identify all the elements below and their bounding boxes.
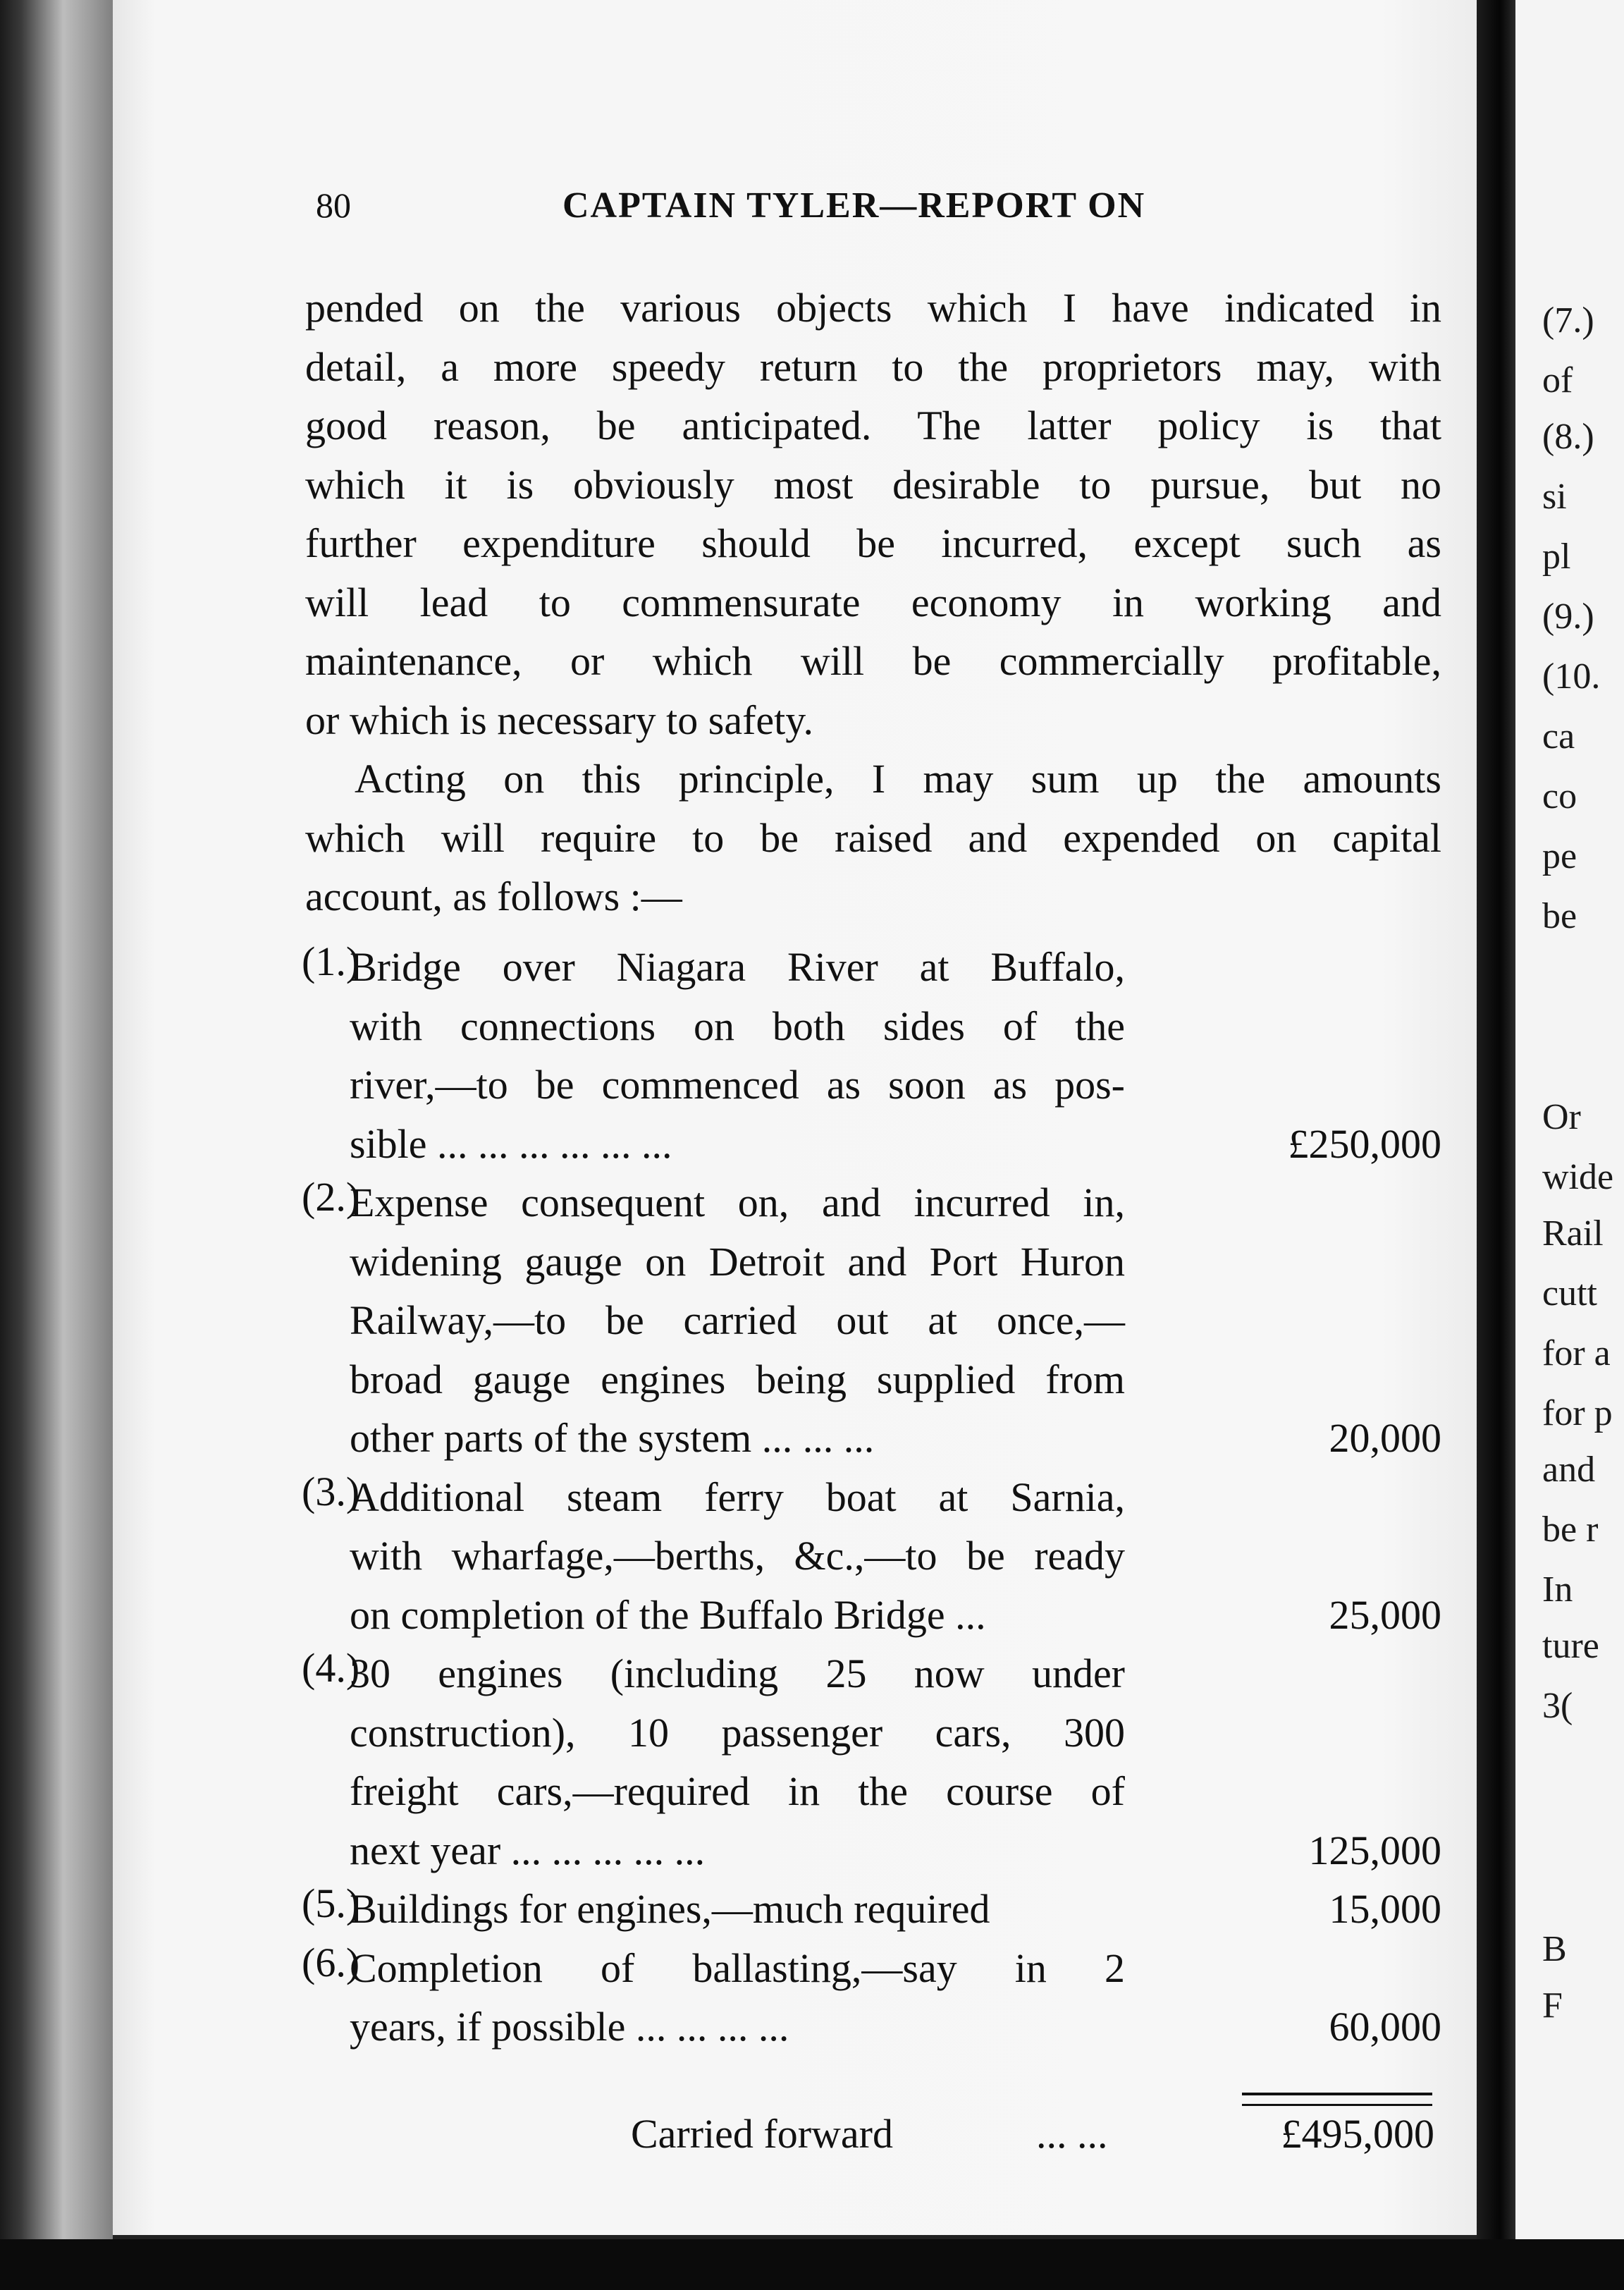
paragraph	[305, 278, 1441, 749]
list-item	[302, 938, 1441, 1173]
facing-page-fragment: (8.)	[1542, 417, 1594, 457]
paragraph	[305, 749, 1441, 926]
item-amount: 15,000	[1329, 1886, 1441, 1932]
total-row	[620, 2105, 1434, 2164]
text-line: river,—to be commenced as soon as pos-	[350, 1062, 1125, 1108]
text-line: Expense consequent on, and incurred in,	[350, 1180, 1125, 1225]
item-number: (6.)	[302, 1939, 360, 1985]
text-line: years, if possible ... ... ... ...	[350, 2004, 789, 2050]
list-item	[302, 1880, 1441, 1939]
text-line: freight cars,—required in the course of	[350, 1768, 1125, 1814]
text-line: next year ... ... ... ... ...	[350, 1827, 706, 1873]
text-line: Buildings for engines,—much required	[350, 1886, 990, 1932]
list-item	[302, 1644, 1441, 1880]
facing-page-fragment: cutt	[1542, 1273, 1597, 1314]
facing-page-edge	[1515, 0, 1624, 2242]
facing-page-fragment: for p	[1542, 1393, 1613, 1433]
item-description	[350, 938, 1125, 1173]
text-line: or which is necessary to safety.	[305, 697, 814, 743]
facing-page-fragment: ca	[1542, 716, 1575, 757]
running-title: CAPTAIN TYLER—REPORT ON	[562, 185, 1146, 226]
facing-page-fragment: pe	[1542, 836, 1577, 876]
text-line: good reason, be anticipated. The latter policy is that	[305, 403, 1441, 448]
facing-page-fragment: Rail	[1542, 1213, 1604, 1254]
facing-page-fragment: for a	[1542, 1333, 1611, 1373]
total-label: Carried forward	[631, 2111, 893, 2157]
facing-page-fragment: (7.)	[1542, 300, 1594, 341]
item-amount: 25,000	[1329, 1591, 1441, 1638]
item-amount: 60,000	[1329, 2004, 1441, 2050]
facing-page-fragment: be r	[1542, 1510, 1599, 1550]
text-line: Railway,—to be carried out at once,—	[350, 1297, 1125, 1343]
text-line: which it is obviously most desirable to pursue, but no	[305, 461, 1441, 508]
facing-page-fragment: ture	[1542, 1626, 1599, 1666]
facing-page-fragment: 3(	[1542, 1686, 1573, 1726]
text-line: Completion of ballasting,—say in 2	[350, 1945, 1125, 1991]
item-description	[350, 1644, 1125, 1880]
text-line: which will require to be raised and expended on capital	[305, 814, 1441, 861]
item-number: (1.)	[302, 938, 360, 984]
item-description	[350, 1939, 1125, 2057]
item-number: (5.)	[302, 1880, 360, 1926]
facing-page-fragment: of	[1542, 360, 1573, 400]
facing-page-fragment: pl	[1542, 537, 1571, 577]
item-description	[350, 1880, 1125, 1939]
body-text	[305, 278, 1441, 926]
item-number: (3.)	[302, 1468, 360, 1514]
text-line: 30 engines (including 25 now under	[350, 1651, 1125, 1696]
facing-page-fragment: co	[1542, 776, 1577, 816]
item-number: (2.)	[302, 1174, 360, 1220]
text-line: on completion of the Buffalo Bridge ...	[350, 1591, 986, 1638]
facing-page-fragment: (9.)	[1542, 596, 1594, 637]
total-amount: £495,000	[1281, 2111, 1434, 2157]
text-line: Acting on this principle, I may sum up the amounts	[355, 756, 1441, 802]
page-number: 80	[316, 185, 351, 225]
text-line: broad gauge engines being supplied from	[350, 1356, 1125, 1402]
text-line: detail, a more speedy return to the proprietors may, with	[305, 343, 1441, 390]
text-line: Additional steam ferry boat at Sarnia,	[350, 1474, 1125, 1520]
text-line: maintenance, or which will be commercially profitable,	[305, 638, 1441, 684]
facing-page-fragment: si	[1542, 477, 1567, 517]
facing-page-fragment: and	[1542, 1450, 1596, 1490]
book-gutter	[1477, 0, 1515, 2290]
text-line: construction), 10 passenger cars, 300	[350, 1709, 1125, 1756]
item-amount: 20,000	[1329, 1415, 1441, 1461]
text-line: further expenditure should be incurred, except such as	[305, 520, 1441, 566]
text-line: widening gauge on Detroit and Port Huron	[350, 1238, 1125, 1285]
text-line: other parts of the system ... ... ...	[350, 1415, 875, 1461]
text-line: account, as follows :—	[305, 874, 682, 919]
item-description	[350, 1173, 1125, 1468]
item-amount: 125,000	[1308, 1827, 1441, 1873]
list-item	[302, 1468, 1441, 1645]
text-line: pended on the various objects which I have indicated in	[305, 285, 1441, 331]
page-header	[316, 185, 1440, 241]
item-description	[350, 1468, 1125, 1645]
facing-page-fragment: (10.	[1542, 656, 1601, 697]
facing-page-fragment: wide	[1542, 1157, 1614, 1197]
facing-page-fragment: In	[1542, 1569, 1573, 1610]
facing-page-fragment: Or	[1542, 1097, 1581, 1137]
list-item	[302, 1173, 1441, 1468]
facing-page-fragment: B	[1542, 1929, 1567, 1969]
item-amount: £250,000	[1288, 1120, 1441, 1167]
expenditure-list	[302, 938, 1441, 2057]
facing-page-fragment: F	[1542, 1985, 1563, 2026]
total-leader-dots: ... ...	[1036, 2111, 1108, 2157]
text-line: sible ... ... ... ... ... ...	[350, 1120, 672, 1167]
item-number: (4.)	[302, 1645, 360, 1691]
text-line: Bridge over Niagara River at Buffalo,	[350, 944, 1125, 990]
facing-page-fragment: be	[1542, 896, 1577, 936]
book-binding-edge	[0, 0, 120, 2290]
text-line: with wharfage,—berths, &c.,—to be ready	[350, 1533, 1125, 1579]
text-line: will lead to commensurate economy in working and	[305, 579, 1441, 625]
list-item	[302, 1939, 1441, 2057]
text-line: with connections on both sides of the	[350, 1003, 1125, 1049]
scan-bottom-edge	[0, 2239, 1624, 2290]
